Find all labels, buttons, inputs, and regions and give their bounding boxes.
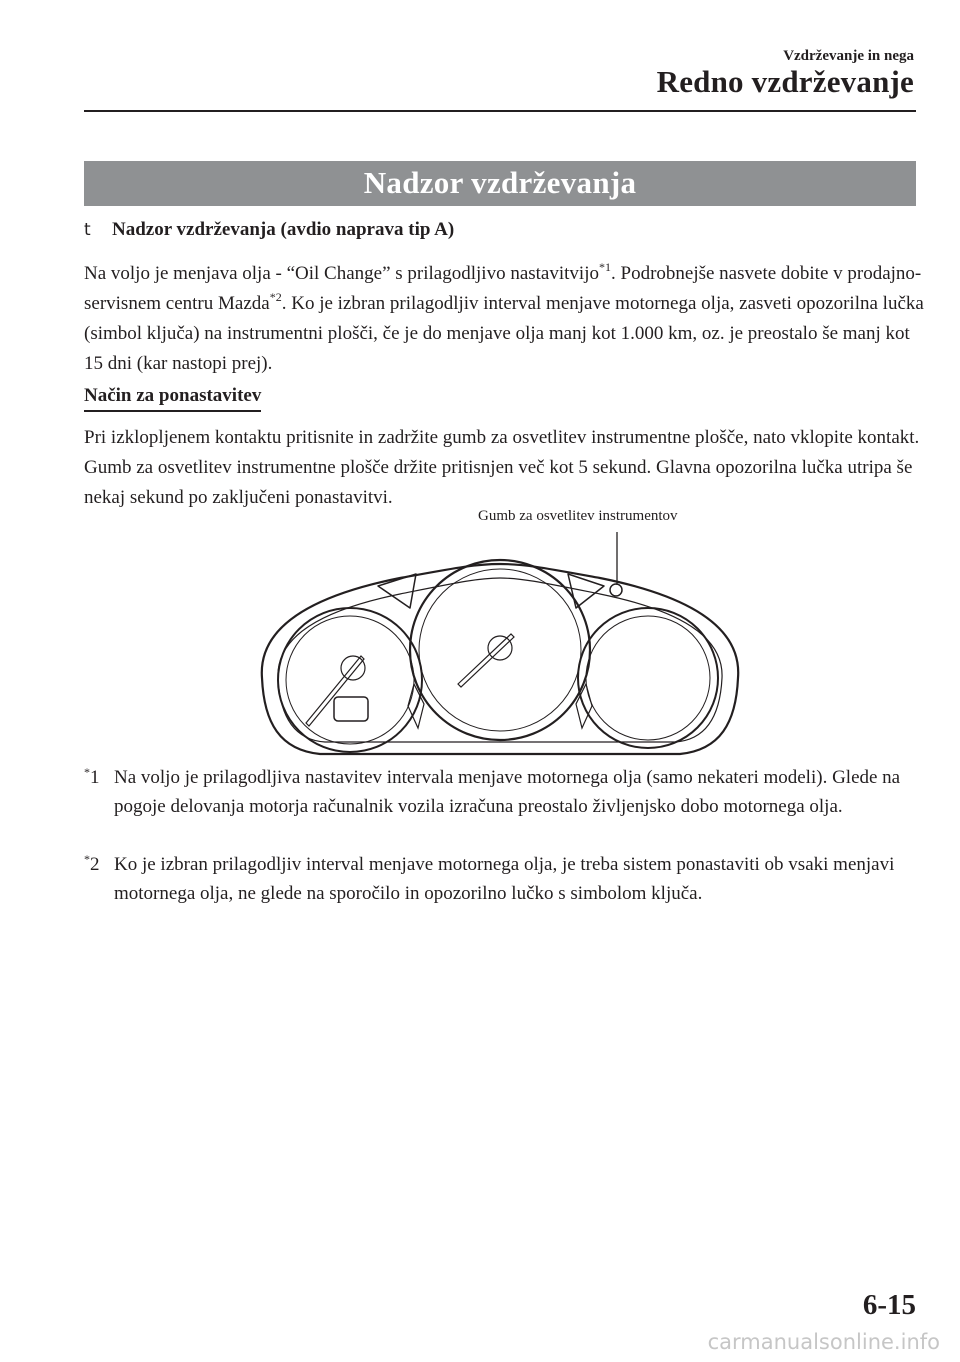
footnote-2-marker: *2 bbox=[84, 852, 100, 875]
footnote-2-text: Ko je izbran prilagodljiv interval menjave motornega olja, je treba sistem ponastaviti ob vsaki menjavi motornega olja, ne glede na sporočilo in opozorilno lučko s simbolom ključa. bbox=[114, 854, 895, 904]
page-title-banner: Nadzor vzdrževanja bbox=[84, 161, 916, 206]
method-paragraph: Pri izklopljenem kontaktu pritisnite in zadržite gumb za osvetlitev instrumentne plošče, nato vklopite kontakt. Gumb za osvetlitev instrumentne plošče držite pritisnjen več kot 5 sekund. Glavna opozorilna lučka utripa še nekaj sekund po zaključeni ponastavitvi. bbox=[84, 427, 920, 508]
chapter-title: Vzdrževanje in nega bbox=[783, 48, 914, 64]
method-heading: Način za ponastavitev bbox=[84, 385, 261, 412]
subheading-bullet: t bbox=[84, 220, 91, 240]
footnote-ref-2: *2 bbox=[269, 290, 282, 304]
subheading bbox=[84, 219, 454, 241]
intro-text-1: Na voljo je menjava olja - “Oil Change” s prilagodljivo nastavitvijo bbox=[84, 263, 599, 284]
illumination-button-icon bbox=[610, 584, 622, 596]
right-gauge-face bbox=[586, 616, 710, 740]
page-number: 6-15 bbox=[862, 1289, 916, 1321]
instrument-cluster-figure bbox=[250, 528, 750, 763]
footnote-1 bbox=[84, 763, 924, 821]
intro-text-3: . Ko je izbran prilagodljiv interval menjave motornega olja, zasveti opozorilna lučka (simbol ključa) na instrumentni plošči, če je do menjave olja manj kot 1.000 km, oz. je preostalo še manj kot 15 dni (kar nastopi prej). bbox=[84, 293, 924, 374]
right-gauge-ring bbox=[578, 608, 718, 748]
center-gauge-needle bbox=[458, 634, 514, 687]
footnote-1-marker: *1 bbox=[84, 765, 100, 788]
footnote-1-text: Na voljo je prilagodljiva nastavitev intervala menjave motornega olja (samo nekateri modeli). Glede na pogoje delovanja motorja računalnik vozila izračuna preostalo življenjsko dobo motornega olja. bbox=[114, 767, 901, 817]
section-title: Redno vzdrževanje bbox=[656, 64, 914, 99]
center-gauge-hub bbox=[488, 636, 512, 660]
cluster-outer-housing bbox=[262, 564, 738, 754]
footnote-ref-1: *1 bbox=[599, 260, 611, 274]
fuel-display-icon bbox=[334, 697, 368, 721]
left-gauge-needle bbox=[306, 656, 364, 726]
subheading-text: Nadzor vzdrževanja (avdio naprava tip A) bbox=[112, 219, 455, 240]
callout-label: Gumb za osvetlitev instrumentov bbox=[478, 508, 678, 524]
intro-paragraph bbox=[84, 259, 924, 379]
header-divider bbox=[84, 110, 916, 112]
watermark: carmanualsonline.info bbox=[707, 1330, 940, 1354]
intro-text-2: . Podrobnejše nasvete dobite v prodajno-servisnem centru Mazda bbox=[84, 263, 922, 314]
footnote-2 bbox=[84, 850, 924, 908]
